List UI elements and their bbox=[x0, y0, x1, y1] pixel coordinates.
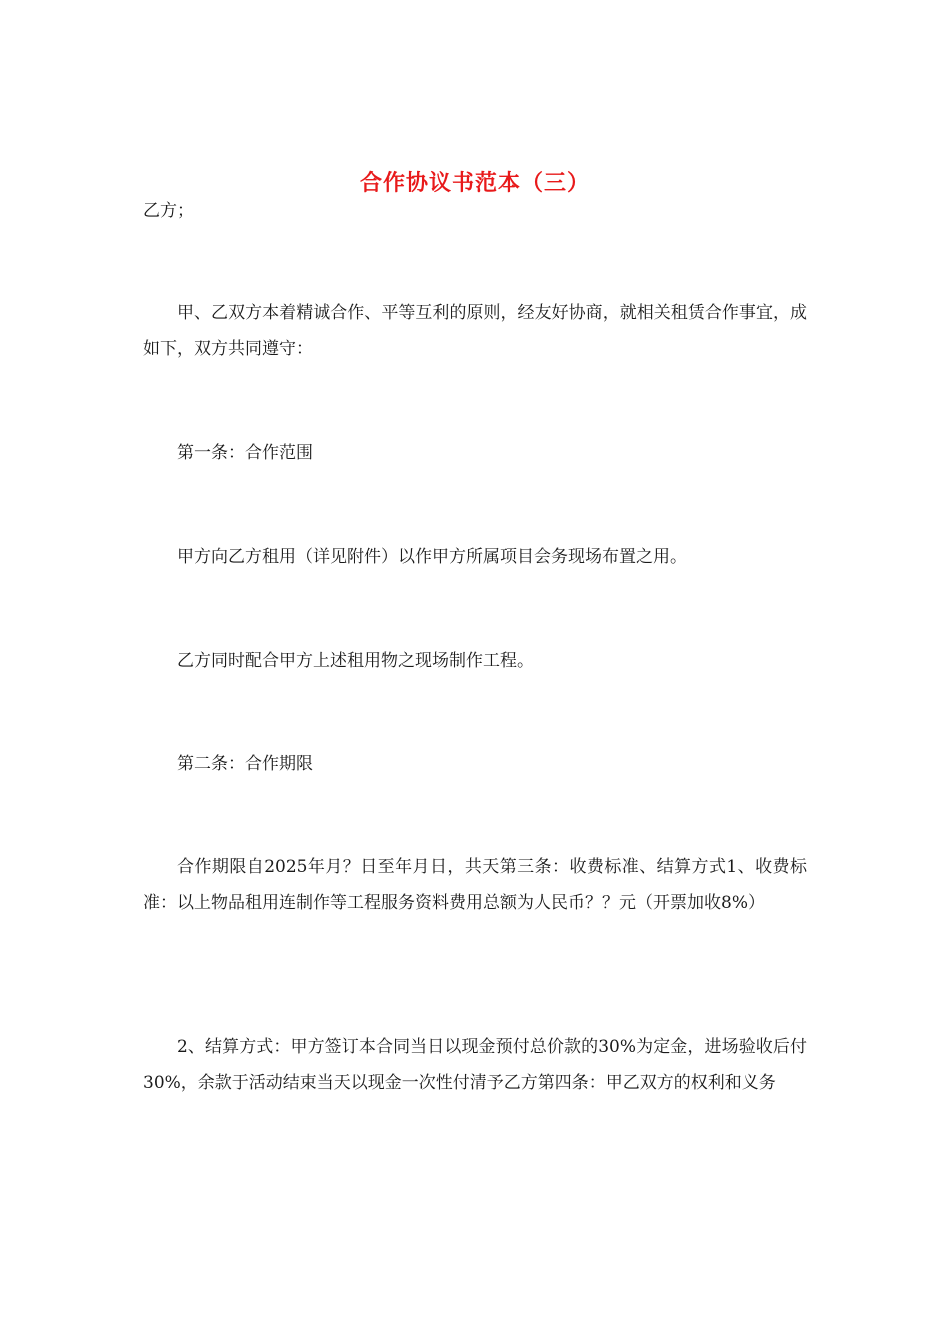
article-2-paragraph: 合作期限自2025年月？日至年月日，共天第三条：收费标准、结算方式1、收费标准：以上物品租用连制作等工程服务资料费用总额为人民币？？元（开票加收8%） bbox=[143, 857, 807, 913]
article-1-heading: 第一条：合作范围 bbox=[177, 443, 313, 463]
intro-paragraph: 甲、乙双方本着精诚合作、平等互利的原则，经友好协商，就相关租赁合作事宜，成如下，双方共同遵守： bbox=[143, 303, 807, 359]
article-1-paragraph-2: 乙方同时配合甲方上述租用物之现场制作工程。 bbox=[177, 651, 534, 671]
article-2-heading: 第二条：合作期限 bbox=[177, 754, 313, 774]
document-title: 合作协议书范本（三） bbox=[359, 169, 590, 196]
article-1-paragraph-1: 甲方向乙方租用（详见附件）以作甲方所属项目会务现场布置之用。 bbox=[177, 547, 687, 567]
party-b-line: 乙方； bbox=[143, 201, 194, 221]
settlement-paragraph: 2、结算方式：甲方签订本合同当日以现金预付总价款的30%为定金，进场验收后付30%，余款于活动结束当天以现金一次性付清予乙方第四条：甲乙双方的权利和义务 bbox=[143, 1037, 807, 1093]
